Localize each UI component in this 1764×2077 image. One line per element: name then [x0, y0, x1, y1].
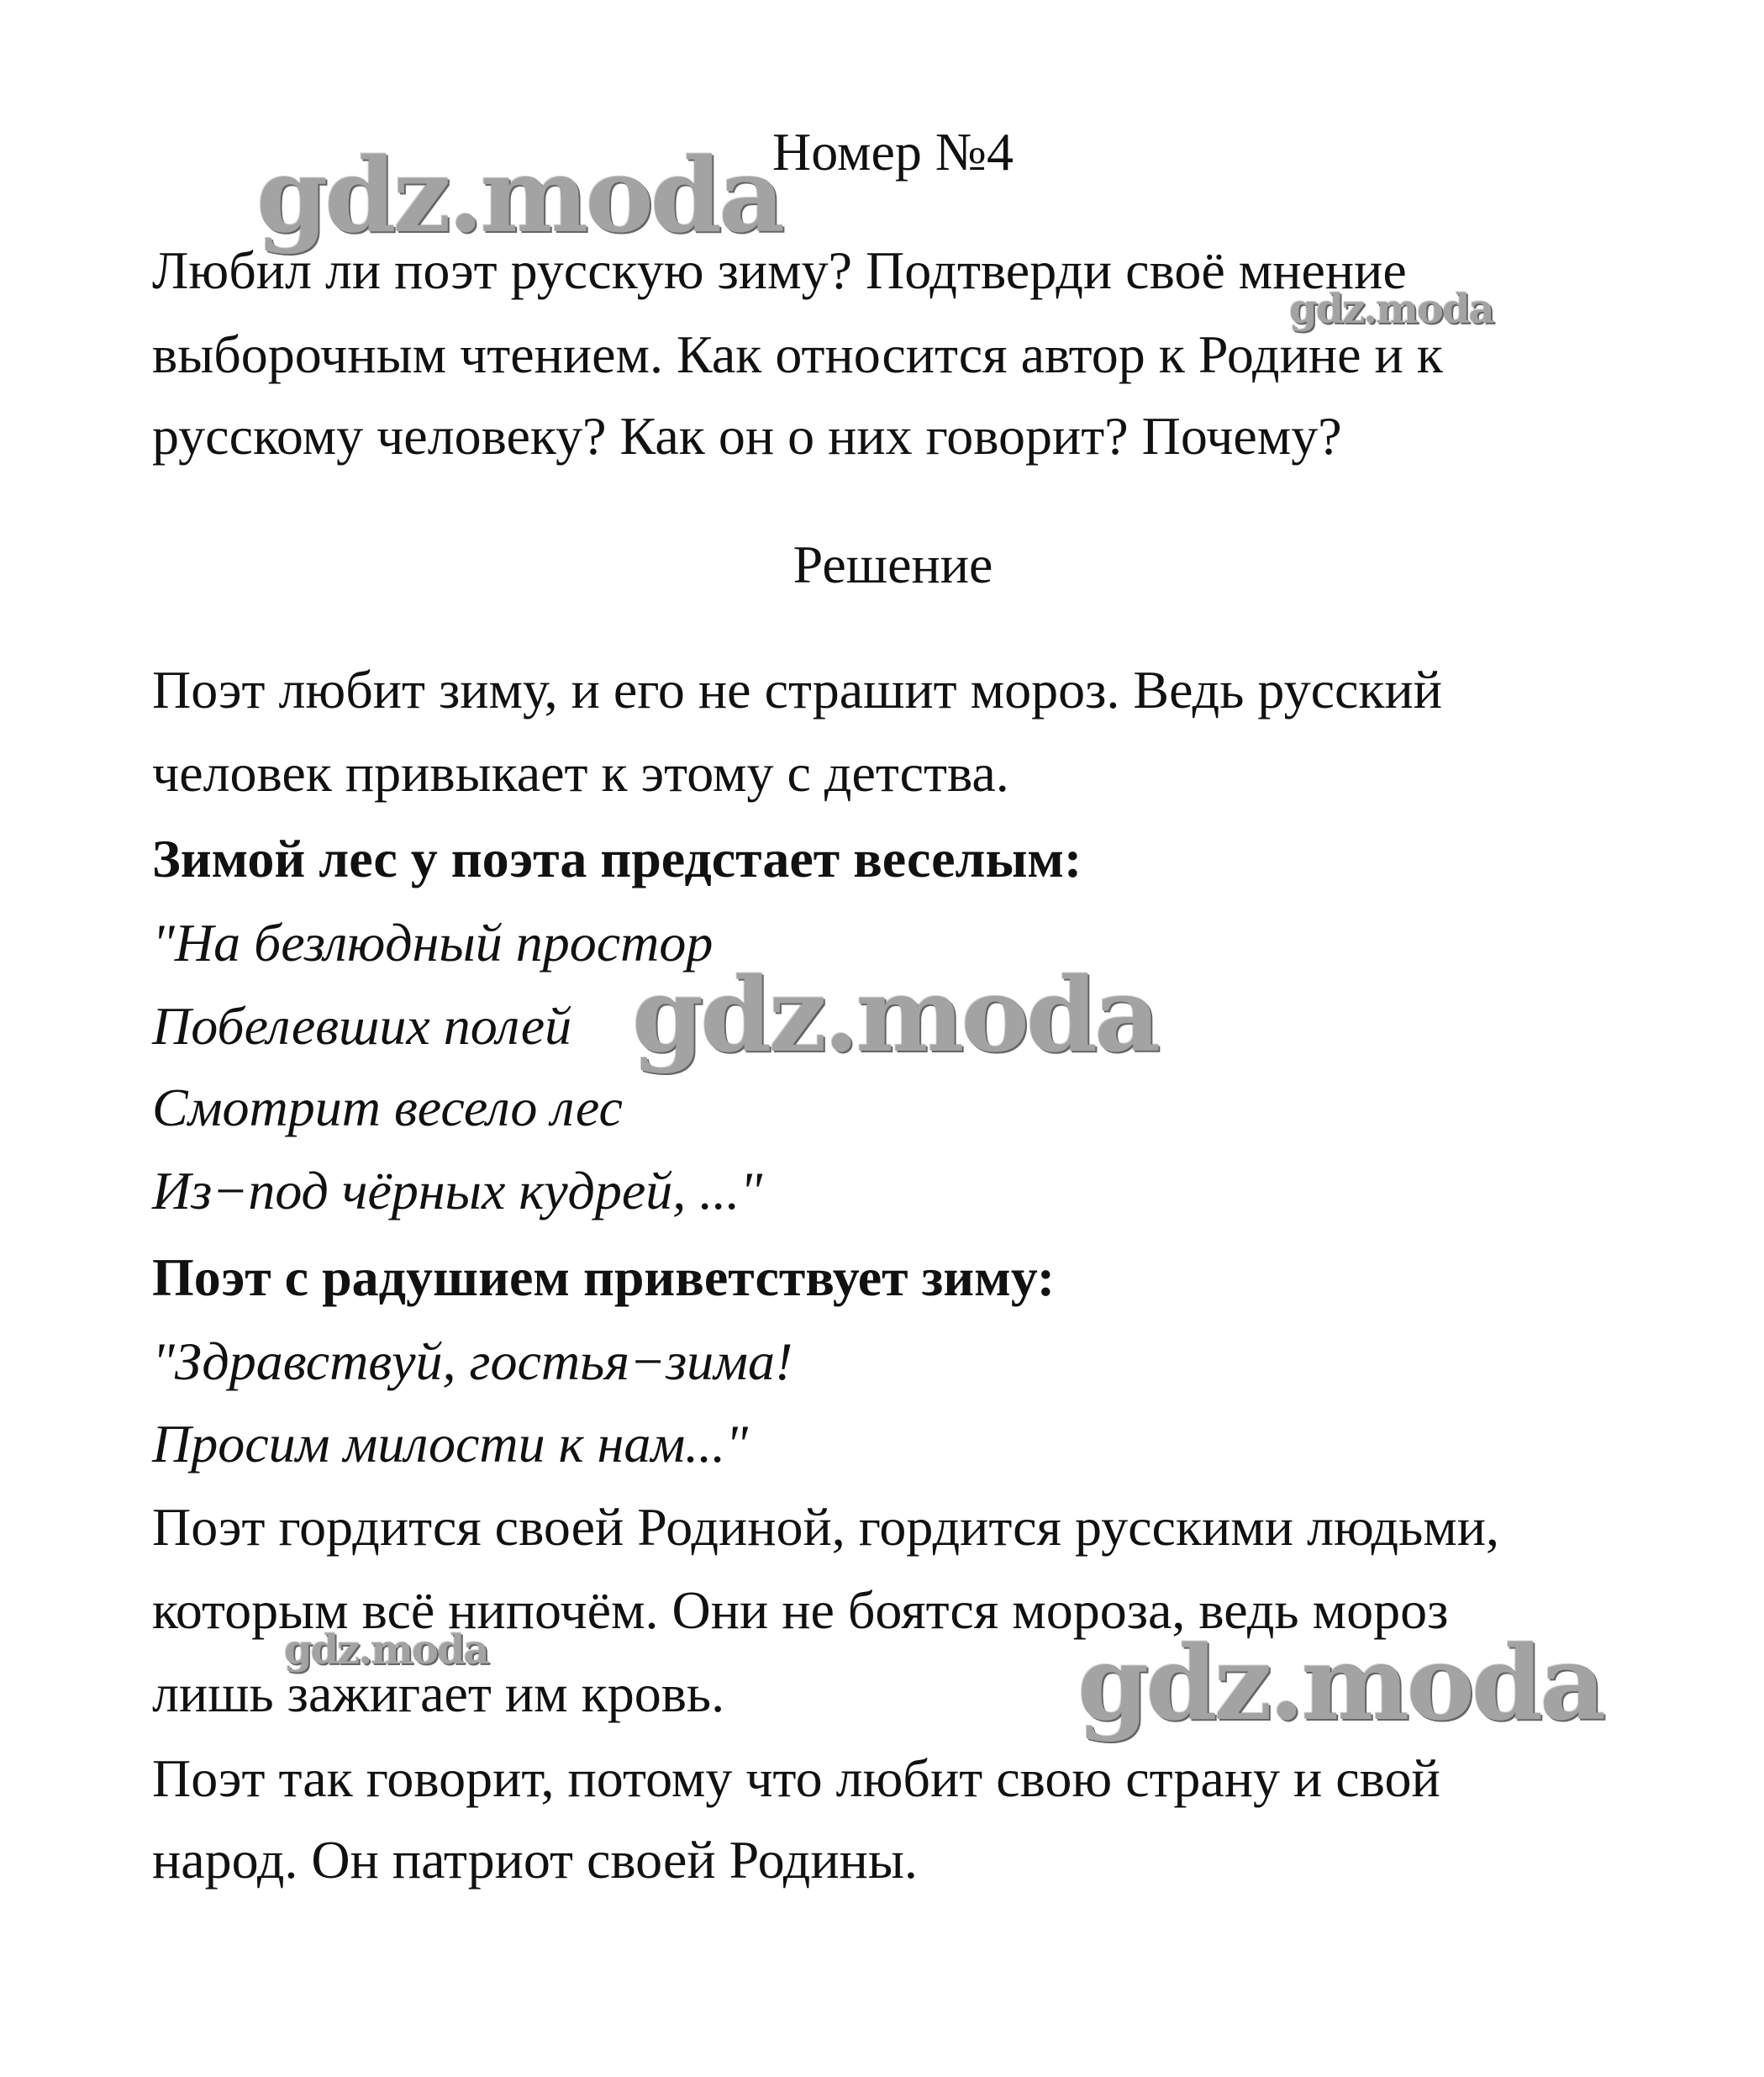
solution-heading: Решение [792, 535, 993, 594]
answer-line: Поэт гордится своей Родиной, гордится русскими людьми, [152, 1497, 1500, 1557]
answer-line: лишь зажигает им кровь. [152, 1663, 725, 1723]
watermark: gdz.moda [1077, 1622, 1603, 1743]
quote-line: Просим милости к нам..." [152, 1414, 749, 1473]
answer-line: Поэт так говорит, потому что любит свою страну и свой [152, 1748, 1440, 1808]
quote-line: "На безлюдный простор [152, 913, 713, 973]
answer-line: народ. Он патриот своей Родины. [152, 1830, 918, 1890]
answer-line: которым всё нипочём. Они не боятся мороза, ведь мороз [152, 1580, 1449, 1640]
question-line: русскому человеку? Как он о них говорит? Почему? [152, 406, 1342, 466]
watermark: gdz.moda [1289, 286, 1493, 333]
answer-line: человек привыкает к этому с детства. [152, 743, 1009, 803]
question-line: Любил ли поэт русскую зиму? Подтверди своё мнение [152, 240, 1407, 300]
quote-line: "Здравствуй, гостья−зима! [152, 1331, 793, 1391]
watermark: gdz.moda [284, 1626, 488, 1674]
answer-bold-heading: Зимой лес у поэта предстает веселым: [152, 829, 1082, 888]
watermark: gdz.moda [256, 134, 782, 256]
page-title: Номер №4 [772, 122, 1014, 182]
question-line: выборочным чтением. Как относится автор к Родине и к [152, 324, 1443, 384]
watermark: gdz.moda [632, 954, 1158, 1075]
quote-line: Из−под чёрных кудрей, ..." [152, 1161, 763, 1220]
answer-bold-heading: Поэт с радушием приветствует зиму: [152, 1247, 1056, 1307]
answer-line: Поэт любит зиму, и его не страшит мороз. Ведь русский [152, 660, 1442, 720]
quote-line: Побелевших полей [152, 996, 572, 1056]
quote-line: Смотрит весело лес [152, 1078, 623, 1137]
